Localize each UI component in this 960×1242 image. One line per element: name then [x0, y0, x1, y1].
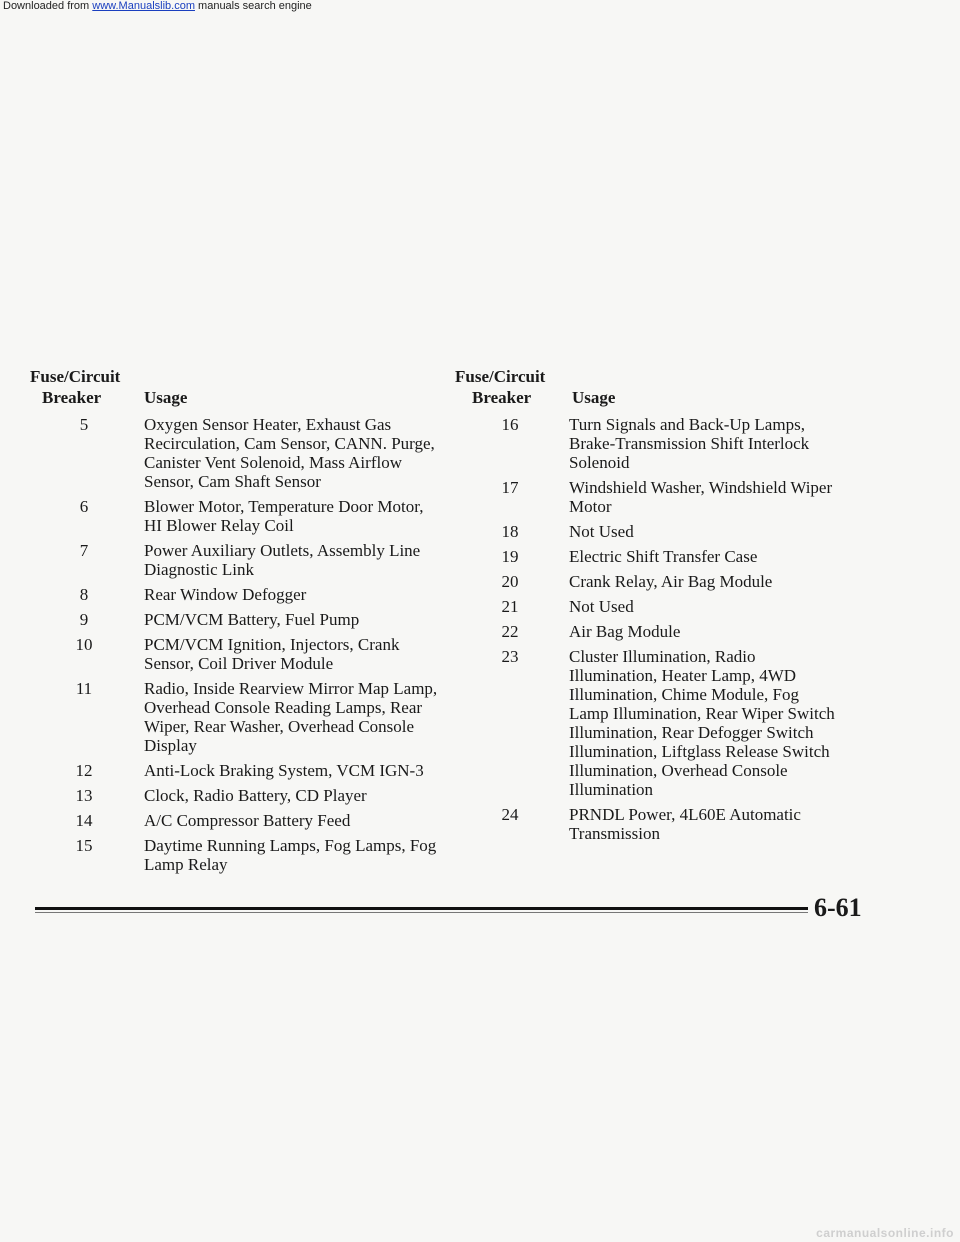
fuse-number: [455, 522, 569, 541]
right-rows: [455, 415, 875, 843]
fuse-number-text: 13: [75, 786, 93, 805]
fuse-number-text: 20: [501, 572, 519, 591]
fuse-number: [455, 622, 569, 641]
fuse-circuit-heading: Fuse/Circuit: [30, 367, 121, 386]
fuse-number-text: 10: [75, 635, 93, 654]
fuse-number-text: 18: [501, 522, 519, 541]
fuse-number-text: 6: [79, 497, 89, 516]
fuse-number-text: 19: [501, 547, 519, 566]
table-row: [455, 647, 875, 799]
table-row: [455, 522, 875, 541]
fuse-number: [30, 679, 144, 755]
table-row: [455, 572, 875, 591]
page-number: 6-61: [814, 893, 862, 922]
fuse-usage: Anti-Lock Braking System, VCM IGN-3: [144, 761, 424, 780]
breaker-heading: Breaker: [42, 388, 102, 407]
table-row: [30, 679, 450, 755]
fuse-usage: Rear Window Defogger: [144, 585, 307, 604]
table-row: [455, 547, 875, 566]
banner-prefix: Downloaded from: [3, 0, 93, 12]
table-row: [30, 610, 450, 629]
watermark: carmanualsonline.info: [816, 1226, 954, 1240]
fuse-number: [30, 786, 144, 805]
fuse-usage: Daytime Running Lamps, Fog Lamps, Fog Lamp Relay: [144, 836, 437, 874]
left-fuse-table: [30, 367, 450, 880]
fuse-usage: PCM/VCM Ignition, Injectors, Crank Sensor, Coil Driver Module: [144, 635, 400, 673]
fuse-usage: Blower Motor, Temperature Door Motor, HI Blower Relay Coil: [144, 497, 424, 535]
fuse-number: [30, 811, 144, 830]
left-rows: [30, 415, 450, 874]
fuse-number: [30, 585, 144, 604]
right-table-header: [455, 367, 875, 415]
fuse-number-text: 21: [501, 597, 519, 616]
fuse-number: [30, 761, 144, 780]
fuse-number: [30, 541, 144, 579]
breaker-heading: Breaker: [472, 388, 532, 407]
fuse-number: [455, 572, 569, 591]
table-row: [30, 415, 450, 491]
fuse-number: [455, 805, 569, 843]
fuse-number-text: 15: [75, 836, 93, 855]
fuse-usage: Power Auxiliary Outlets, Assembly Line Diagnostic Link: [144, 541, 421, 579]
fuse-usage: Air Bag Module: [569, 622, 681, 641]
usage-heading: Usage: [144, 388, 188, 407]
fuse-number: [455, 478, 569, 516]
fuse-usage: Oxygen Sensor Heater, Exhaust Gas Recirculation, Cam Sensor, CANN. Purge, Canister Vent Solenoid, Mass Airflow Sensor, Cam Shaft Sensor: [144, 415, 435, 491]
footer-rule: [35, 907, 808, 910]
table-row: [30, 811, 450, 830]
fuse-number: [30, 415, 144, 491]
banner-suffix: manuals search engine: [194, 0, 312, 12]
table-row: [455, 415, 875, 472]
fuse-usage: Not Used: [569, 522, 634, 541]
table-row: [30, 761, 450, 780]
fuse-usage: PRNDL Power, 4L60E Automatic Transmission: [569, 805, 801, 843]
fuse-number-text: 14: [75, 811, 93, 830]
fuse-number: [455, 597, 569, 616]
fuse-usage: Windshield Washer, Windshield Wiper Motor: [569, 478, 833, 516]
fuse-number: [455, 415, 569, 472]
fuse-number: [30, 497, 144, 535]
fuse-usage: Turn Signals and Back-Up Lamps, Brake-Transmission Shift Interlock Solenoid: [569, 415, 810, 472]
fuse-usage: A/C Compressor Battery Feed: [144, 811, 351, 830]
table-row: [455, 597, 875, 616]
fuse-number-text: 9: [79, 610, 89, 629]
fuse-number-text: 12: [75, 761, 93, 780]
fuse-number: [455, 547, 569, 566]
fuse-number-text: 8: [79, 585, 89, 604]
footer-rule-thin: [35, 912, 808, 913]
fuse-usage: Electric Shift Transfer Case: [569, 547, 758, 566]
fuse-number: [30, 635, 144, 673]
fuse-usage: Clock, Radio Battery, CD Player: [144, 786, 367, 805]
fuse-usage: Crank Relay, Air Bag Module: [569, 572, 773, 591]
fuse-number: [30, 836, 144, 874]
table-row: [455, 805, 875, 843]
fuse-number-text: 11: [75, 679, 93, 698]
fuse-number-text: 7: [79, 541, 89, 560]
usage-heading: Usage: [572, 388, 616, 407]
fuse-usage: Cluster Illumination, Radio Illumination, Heater Lamp, 4WD Illumination, Chime Module, Fog Lamp Illumination, Rear Wiper Switch Illumination, Rear Defogger Switch Illumination, Liftglass Release Switch Illumination, Overhead Console Illumination: [569, 647, 835, 799]
fuse-number-text: 24: [501, 805, 519, 824]
right-fuse-table: [455, 367, 875, 849]
table-row: [30, 635, 450, 673]
table-row: [30, 541, 450, 579]
fuse-usage: Not Used: [569, 597, 634, 616]
download-banner: [0, 0, 960, 14]
table-row: [455, 622, 875, 641]
fuse-number-text: 23: [501, 647, 519, 666]
fuse-usage: Radio, Inside Rearview Mirror Map Lamp, Overhead Console Reading Lamps, Rear Wiper, Rear Washer, Overhead Console Display: [144, 679, 438, 755]
fuse-number-text: 5: [79, 415, 89, 434]
fuse-circuit-heading: Fuse/Circuit: [455, 367, 546, 386]
fuse-number-text: 17: [501, 478, 519, 497]
table-row: [30, 585, 450, 604]
table-row: [30, 836, 450, 874]
fuse-number: [30, 610, 144, 629]
table-row: [30, 786, 450, 805]
table-row: [30, 497, 450, 535]
fuse-number: [455, 647, 569, 799]
manualslib-link[interactable]: www.Manualslib.com: [92, 0, 195, 12]
fuse-usage: PCM/VCM Battery, Fuel Pump: [144, 610, 360, 629]
fuse-number-text: 22: [501, 622, 519, 641]
table-row: [455, 478, 875, 516]
left-table-header: [30, 367, 450, 415]
fuse-number-text: 16: [501, 415, 519, 434]
